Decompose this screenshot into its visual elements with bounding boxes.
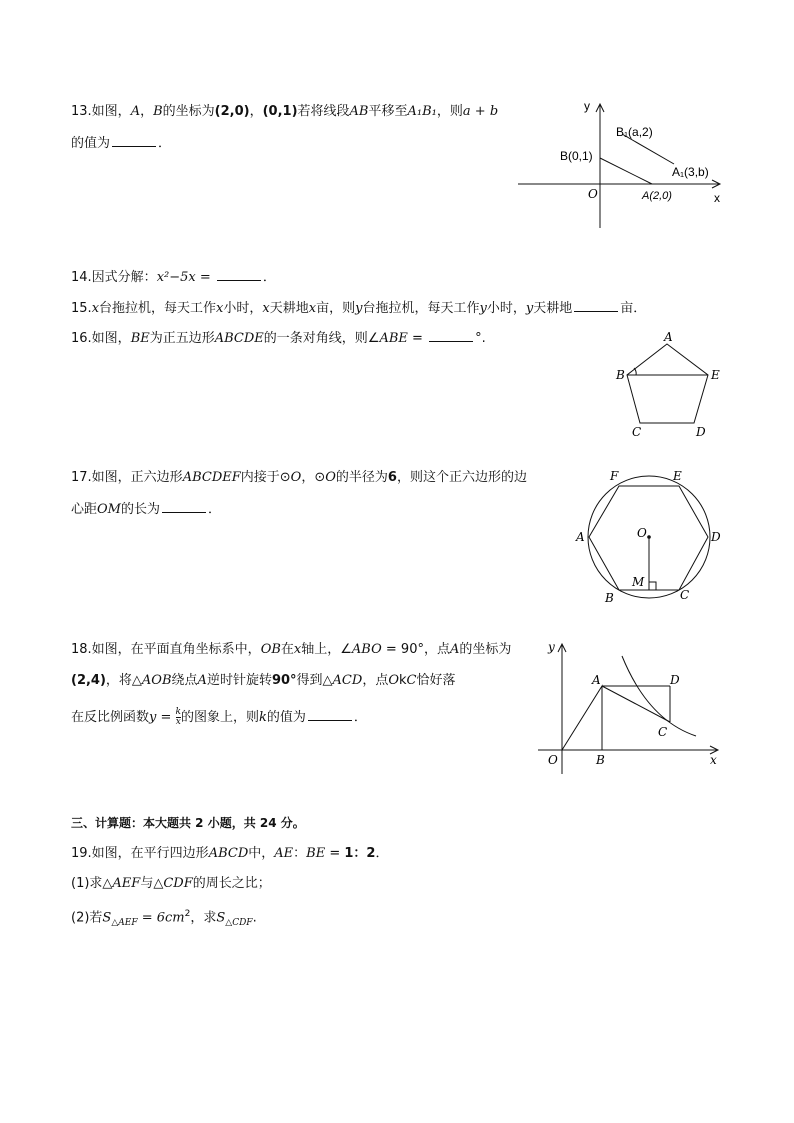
q18-line1: 18.如图，在平面直角坐标系中，OB在x轴上，∠ABO = 90°，点A的坐标为	[71, 642, 512, 657]
origin-label: O	[548, 753, 558, 767]
point-a-label: A	[592, 673, 601, 687]
vertex-c-label: C	[680, 588, 690, 602]
x-axis-label: x	[710, 753, 717, 767]
y-axis-label: y	[584, 99, 590, 113]
center-o-label: O	[637, 526, 647, 540]
q17-line2: 心距OM的长为 ．	[71, 502, 222, 517]
q19-part2: (2)若$S_{\triangle AEF} = 6cm^2$，求$S_{\triangle CDF}$.	[71, 909, 257, 928]
q16-pentagon-figure	[612, 328, 732, 438]
vertex-b-label: B	[605, 591, 614, 605]
vertex-a-label: A	[664, 330, 673, 344]
point-b-label: B(0,1)	[560, 149, 593, 163]
vertex-a-label: A	[576, 530, 585, 544]
q18-figure	[536, 636, 728, 776]
origin-label: O	[588, 187, 598, 201]
point-d-label: D	[670, 673, 680, 687]
point-a-label: A(2,0)	[642, 190, 672, 202]
q18-line2: (2,4)，将△AOB绕点A逆时针旋转90°得到△ACD，点OkC恰好落	[71, 673, 456, 688]
q13-figure	[512, 96, 732, 232]
q18-line3: 在反比例函数y = $\frac{k}{x}$ 的图象上，则k的值为 ．	[71, 707, 367, 727]
q19-part1: (1)求△AEF与△CDF的周长之比；	[71, 876, 271, 891]
point-m-label: M	[632, 575, 645, 589]
vertex-c-label: C	[632, 425, 642, 438]
point-b-label: B	[596, 753, 605, 767]
vertex-d-label: D	[711, 530, 721, 544]
point-b1-label: B₁(a,2)	[616, 125, 653, 139]
vertex-d-label: D	[696, 425, 706, 438]
q19-line1: 19.如图，在平行四边形ABCD中，AE：BE = 1：2．	[71, 846, 389, 861]
answer-blank[interactable]	[217, 268, 261, 281]
point-c-label: C	[658, 725, 668, 739]
q14: 14.因式分解：x²−5x = ．	[71, 270, 276, 285]
q17-hexagon-figure	[570, 462, 730, 612]
vertex-b-label: B	[616, 368, 625, 382]
answer-blank[interactable]	[112, 134, 156, 147]
y-axis-label: y	[548, 640, 555, 654]
vertex-e-label: E	[673, 469, 682, 483]
point-a1-label: A₁(3,b)	[672, 165, 709, 179]
vertex-e-label: E	[711, 368, 720, 382]
section-heading: 三、计算题：本大题共 2 小题，共 24 分。	[71, 816, 305, 830]
answer-blank[interactable]	[162, 500, 206, 513]
answer-blank[interactable]	[574, 299, 618, 312]
fraction-k-over-x: $\frac{k}{x}$	[175, 707, 181, 727]
q15: 15.x台拖拉机，每天工作x小时，x天耕地x亩，则y台拖拉机，每天工作y小时，y天耕地 亩．	[71, 301, 647, 316]
q16: 16.如图，BE为正五边形ABCDE的一条对角线，则∠ABE = °.	[71, 331, 486, 346]
x-axis-label: x	[714, 191, 720, 205]
q17-line1: 17.如图，正六边形ABCDEF内接于⊙O，⊙O的半径为6，则这个正六边形的边	[71, 470, 527, 485]
vertex-f-label: F	[610, 469, 619, 483]
answer-blank[interactable]	[429, 329, 473, 342]
answer-blank[interactable]	[308, 708, 352, 721]
q13-line2: 的值为 ．	[71, 136, 172, 151]
q13-line1: 13.如图，A，B的坐标为(2,0)，(0,1)若将线段AB平移至A₁B₁，则a + b	[71, 104, 499, 119]
